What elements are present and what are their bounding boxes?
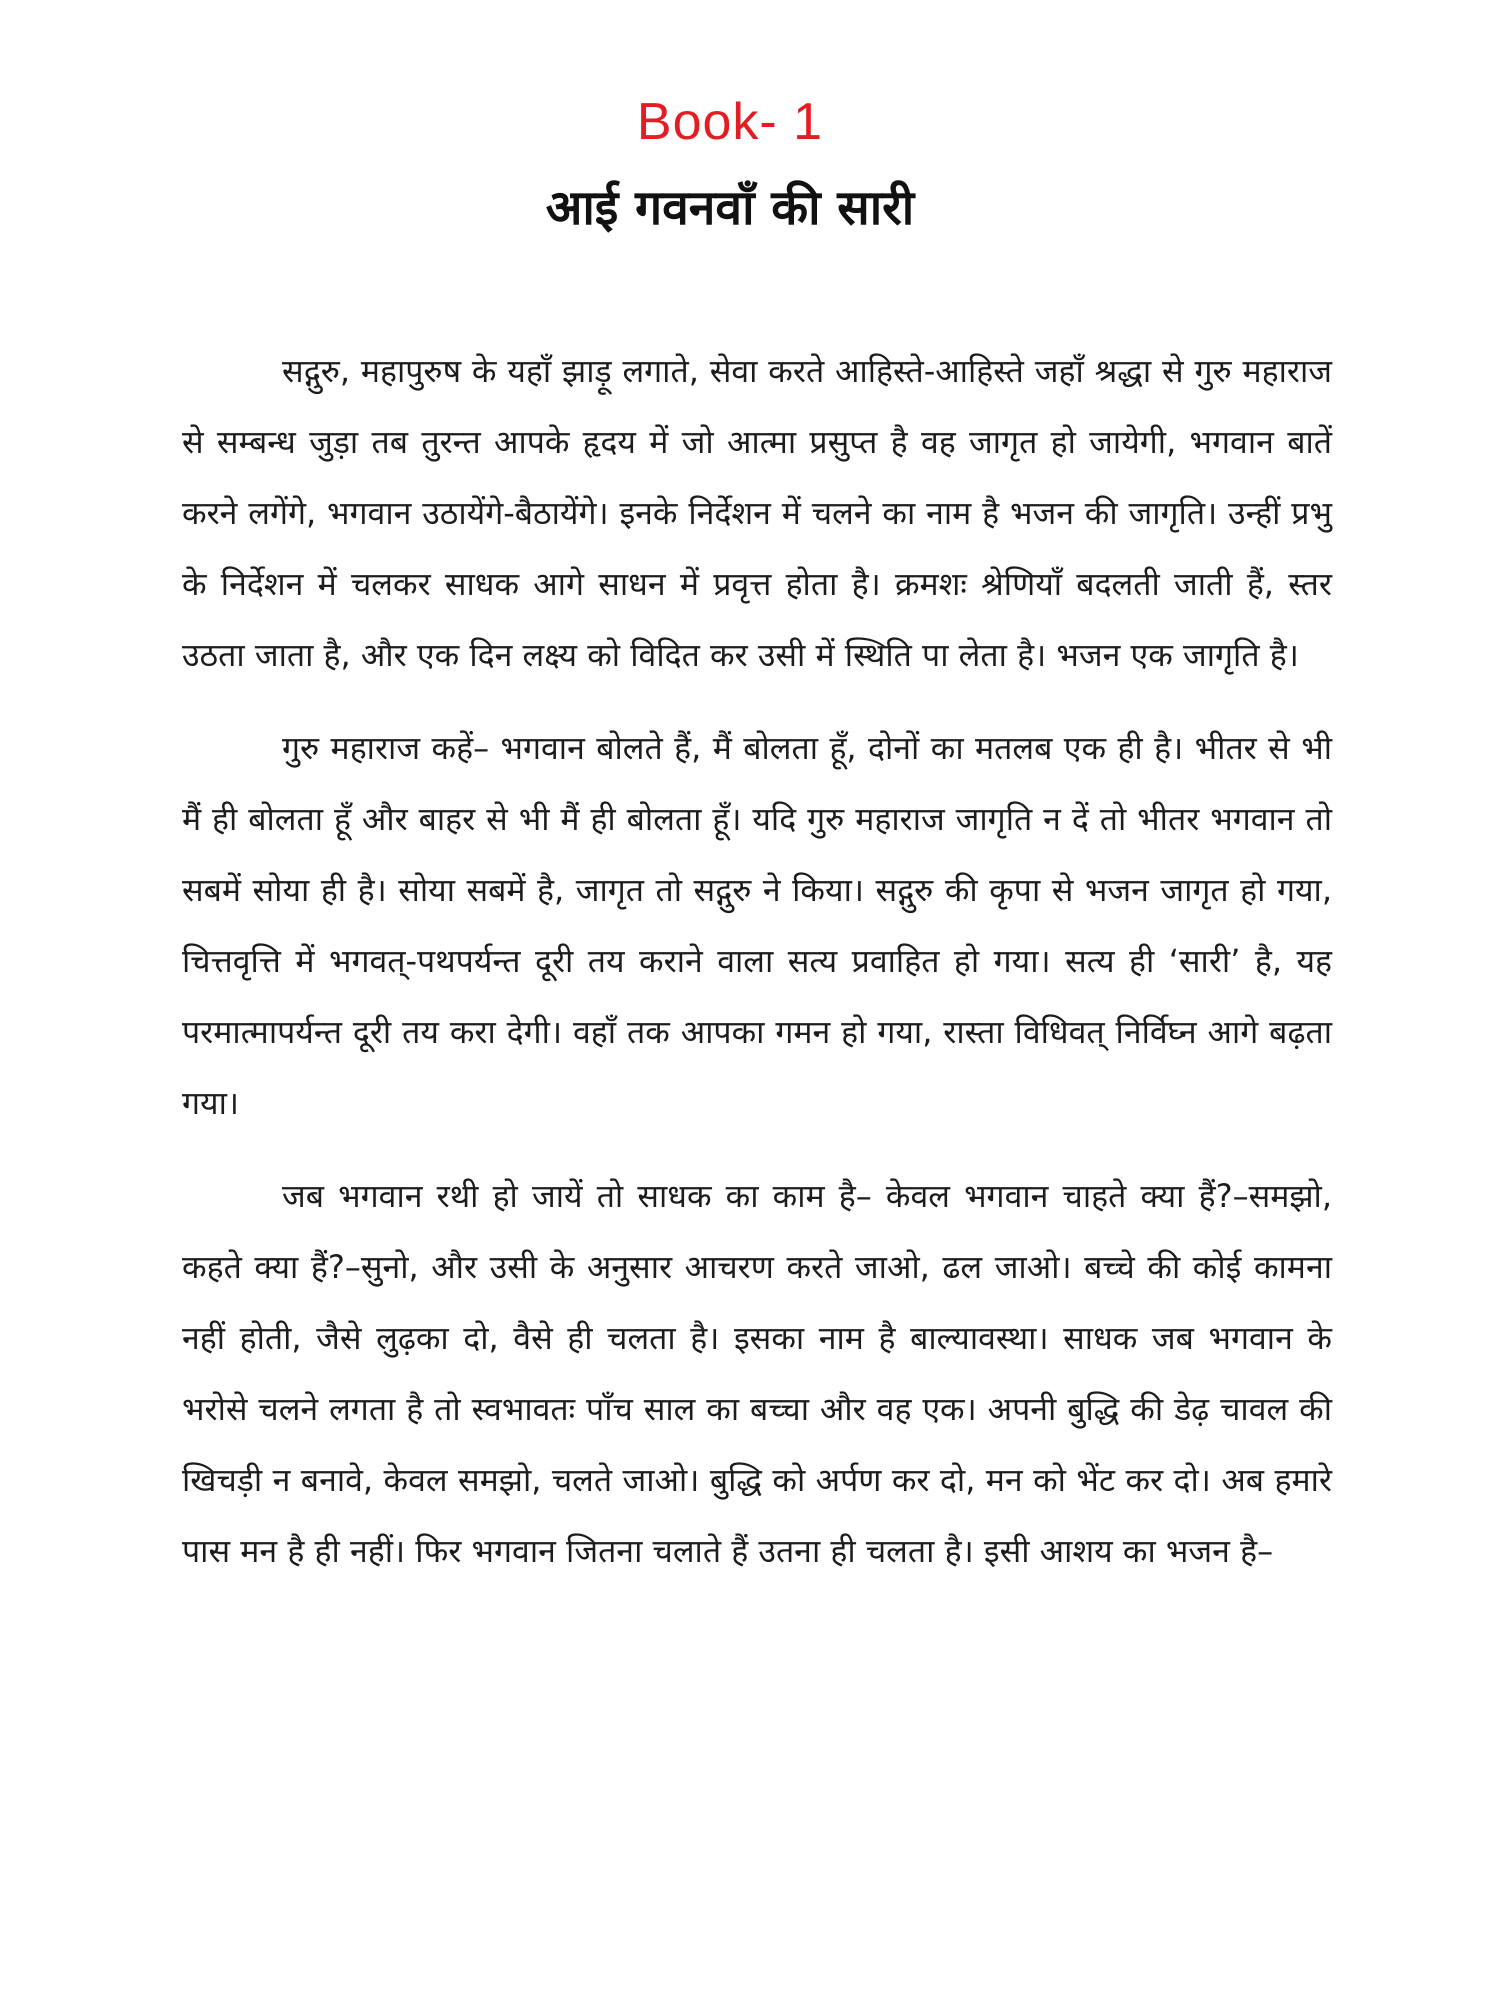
paragraph-3: जब भगवान रथी हो जायें तो साधक का काम है– केवल भगवान चाहते क्या हैं?–समझो, कहते क्या हैं?–सुनो, और उसी के अनुसार आचरण करते जाओ, ढल जाओ। बच्चे की कोई कामना नहीं होती, जैसे लुढ़का दो, वैसे ही चलता है। इसका नाम है बाल्यावस्था। साधक जब भगवान के भरोसे चलने लगता है तो स्वभावतः पाँच साल का बच्चा और वह एक। अपनी बुद्धि की डेढ़ चावल की खिचड़ी न बनावे, केवल समझो, चलते जाओ। बुद्धि को अर्पण कर दो, मन को भेंट कर दो। अब हमारे पास मन है ही नहीं। फिर भगवान जितना चलाते हैं उतना ही चलता है। इसी आशय का भजन है– [182,1177,1332,1570]
paragraph-1: सद्गुरु, महापुरुष के यहाँ झाड़ू लगाते, सेवा करते आहिस्ते-आहिस्ते जहाँ श्रद्धा से गुरु महाराज से सम्बन्ध जुड़ा तब तुरन्त आपके हृदय में जो आत्मा प्रसुप्त है वह जागृत हो जायेगी, भगवान बातें करने लगेंगे, भगवान उठायेंगे-बैठायेंगे। इनके निर्देशन में चलने का नाम है भजन की जागृति। उन्हीं प्रभु के निर्देशन में चलकर साधक आगे साधन में प्रवृत्त होता है। क्रमशः श्रेणियाँ बदलती जाती हैं, स्तर उठता जाता है, और एक दिन लक्ष्य को विदित कर उसी में स्थिति पा लेता है। भजन एक जागृति है। [182,352,1332,674]
body-text [182,336,1332,1609]
book-label: Book- 1 [636,93,824,151]
chapter-title: आई गवनवाँ की सारी [545,180,915,236]
paragraph-2: गुरु महाराज कहें– भगवान बोलते हैं, मैं बोलता हूँ, दोनों का मतलब एक ही है। भीतर से भी मैं ही बोलता हूँ और बाहर से भी मैं ही बोलता हूँ। यदि गुरु महाराज जागृति न दें तो भीतर भगवान तो सबमें सोया ही है। सोया सबमें है, जागृत तो सद्गुरु ने किया। सद्गुरु की कृपा से भजन जागृत हो गया, चित्तवृत्ति में भगवत्-पथपर्यन्त दूरी तय कराने वाला सत्य प्रवाहित हो गया। सत्य ही ‘सारी’ है, यह परमात्मापर्यन्त दूरी तय करा देगी। वहाँ तक आपका गमन हो गया, रास्ता विधिवत् निर्विघ्न आगे बढ़ता गया। [182,729,1332,1122]
